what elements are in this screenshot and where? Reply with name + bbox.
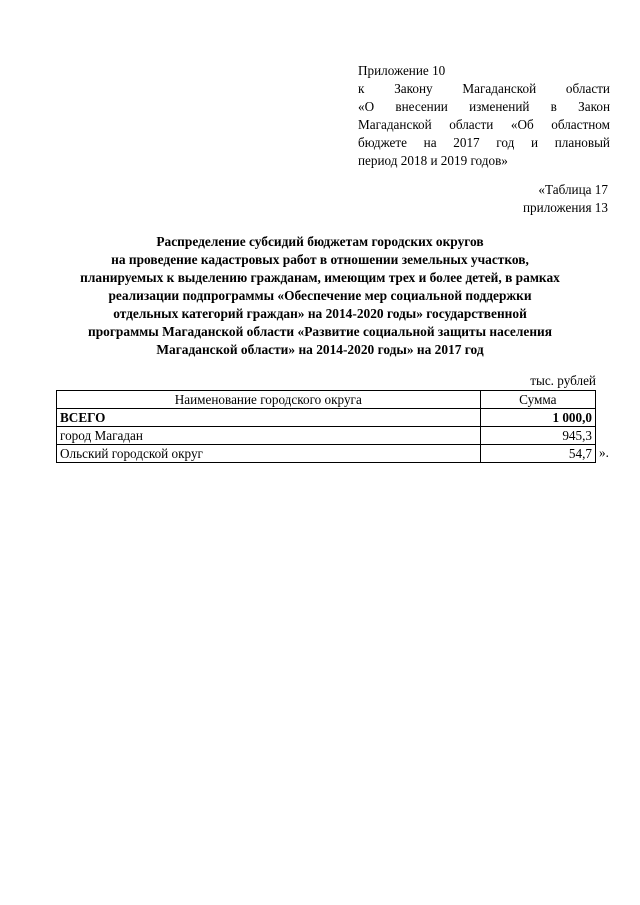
appendix-line: «О внесении изменений в Закон (358, 99, 610, 114)
document-title (40, 233, 600, 359)
column-header-sum: Сумма (480, 391, 595, 409)
row-sum: 945,3 (480, 427, 595, 445)
table-row (57, 409, 596, 427)
table-row (57, 445, 596, 463)
title-line: реализации подпрограммы «Обеспечение мер социальной поддержки (108, 288, 532, 303)
appendix-header (358, 62, 610, 170)
title-line: отдельных категорий граждан» на 2014-2020 годы» государственной (113, 306, 527, 321)
appendix-line: Магаданской области «Об областном (358, 117, 610, 132)
table-reference-line: «Таблица 17 (538, 182, 608, 197)
table-reference (523, 181, 608, 217)
row-name: ВСЕГО (57, 409, 481, 427)
column-header-name: Наименование городского округа (57, 391, 481, 409)
title-line: Магаданской области» на 2014-2020 годы» на 2017 год (156, 342, 484, 357)
row-name: Ольский городской округ (57, 445, 481, 463)
table-reference-line: приложения 13 (522, 200, 608, 215)
title-line: планируемых к выделению гражданам, имеющим трех и более детей, в рамках (80, 270, 560, 285)
table-row (57, 427, 596, 445)
title-line: программы Магаданской области «Развитие социальной защиты населения (87, 324, 552, 339)
row-sum: 54,7 (480, 445, 595, 463)
row-name: город Магадан (57, 427, 481, 445)
appendix-line: Приложение 10 (358, 63, 446, 78)
appendix-line: бюджете на 2017 год и плановый (358, 135, 610, 150)
title-line: на проведение кадастровых работ в отношении земельных участков, (111, 252, 529, 267)
subsidy-table (56, 390, 596, 463)
row-sum: 1 000,0 (480, 409, 595, 427)
closing-quote-mark: ». (599, 445, 609, 460)
title-line: Распределение субсидий бюджетам городских округов (156, 234, 484, 249)
table-header-row (57, 391, 596, 409)
appendix-line: к Закону Магаданской области (358, 81, 610, 96)
units-label: тыс. рублей (530, 373, 596, 388)
appendix-line: период 2018 и 2019 годов» (358, 153, 508, 168)
